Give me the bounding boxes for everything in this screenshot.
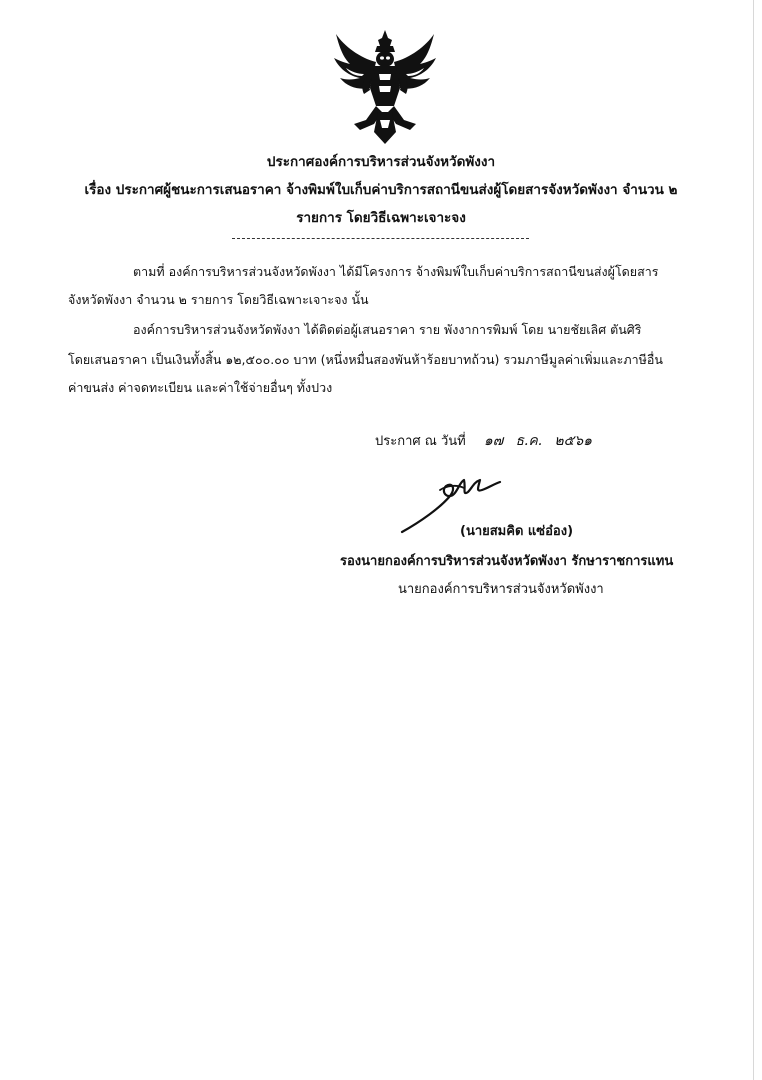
signer-position-1: รองนายกองค์การบริหารส่วนจังหวัดพังงา รักษาราชการแทน — [340, 554, 674, 569]
announcement-subject-cont: รายการ โดยวิธีเฉพาะเจาะจง — [296, 210, 466, 226]
paragraph-2-line-2: โดยเสนอราคา เป็นเงินทั้งสิ้น ๑๒,๕๐๐.๐๐ บาท (หนึ่งหมื่นสองพันห้าร้อยบาทถ้วน) รวมภาษีมูลค่าเพิ่มและภาษีอื่น — [68, 352, 663, 367]
paragraph-1-line-1: ตามที่ องค์การบริหารส่วนจังหวัดพังงา ได้มีโครงการ จ้างพิมพ์ใบเก็บค่าบริการสถานีขนส่งผู้โดยสาร — [133, 264, 659, 279]
garuda-emblem-icon — [330, 28, 440, 146]
dashed-divider — [232, 238, 529, 239]
date-day: ๑๗ — [483, 433, 504, 449]
paragraph-1-line-2: จังหวัดพังงา จำนวน ๒ รายการ โดยวิธีเฉพาะเจาะจง นั้น — [68, 292, 369, 307]
paragraph-2-line-3: ค่าขนส่ง ค่าจดทะเบียน และค่าใช้จ่ายอื่นๆ ทั้งปวง — [68, 380, 333, 395]
date-year: ๒๕๖๑ — [554, 433, 592, 449]
date-label: ประกาศ ณ วันที่ — [375, 434, 466, 449]
announcement-title: ประกาศองค์การบริหารส่วนจังหวัดพังงา — [266, 154, 496, 170]
paragraph-2-line-1: องค์การบริหารส่วนจังหวัดพังงา ได้ติดต่อผู้เสนอราคา ราย พังงาการพิมพ์ โดย นายชัยเลิศ ตันศิริ — [133, 322, 642, 337]
signer-name: (นายสมคิด แซ่อ๋อง) — [460, 524, 574, 539]
announcement-subject: เรื่อง ประกาศผู้ชนะการเสนอราคา จ้างพิมพ์ใบเก็บค่าบริการสถานีขนส่งผู้โดยสารจังหวัดพังงา จำนวน ๒ — [84, 182, 678, 198]
signer-position-2: นายกองค์การบริหารส่วนจังหวัดพังงา — [398, 582, 604, 597]
date-month: ธ.ค. — [515, 433, 543, 449]
announcement-date — [375, 430, 592, 452]
